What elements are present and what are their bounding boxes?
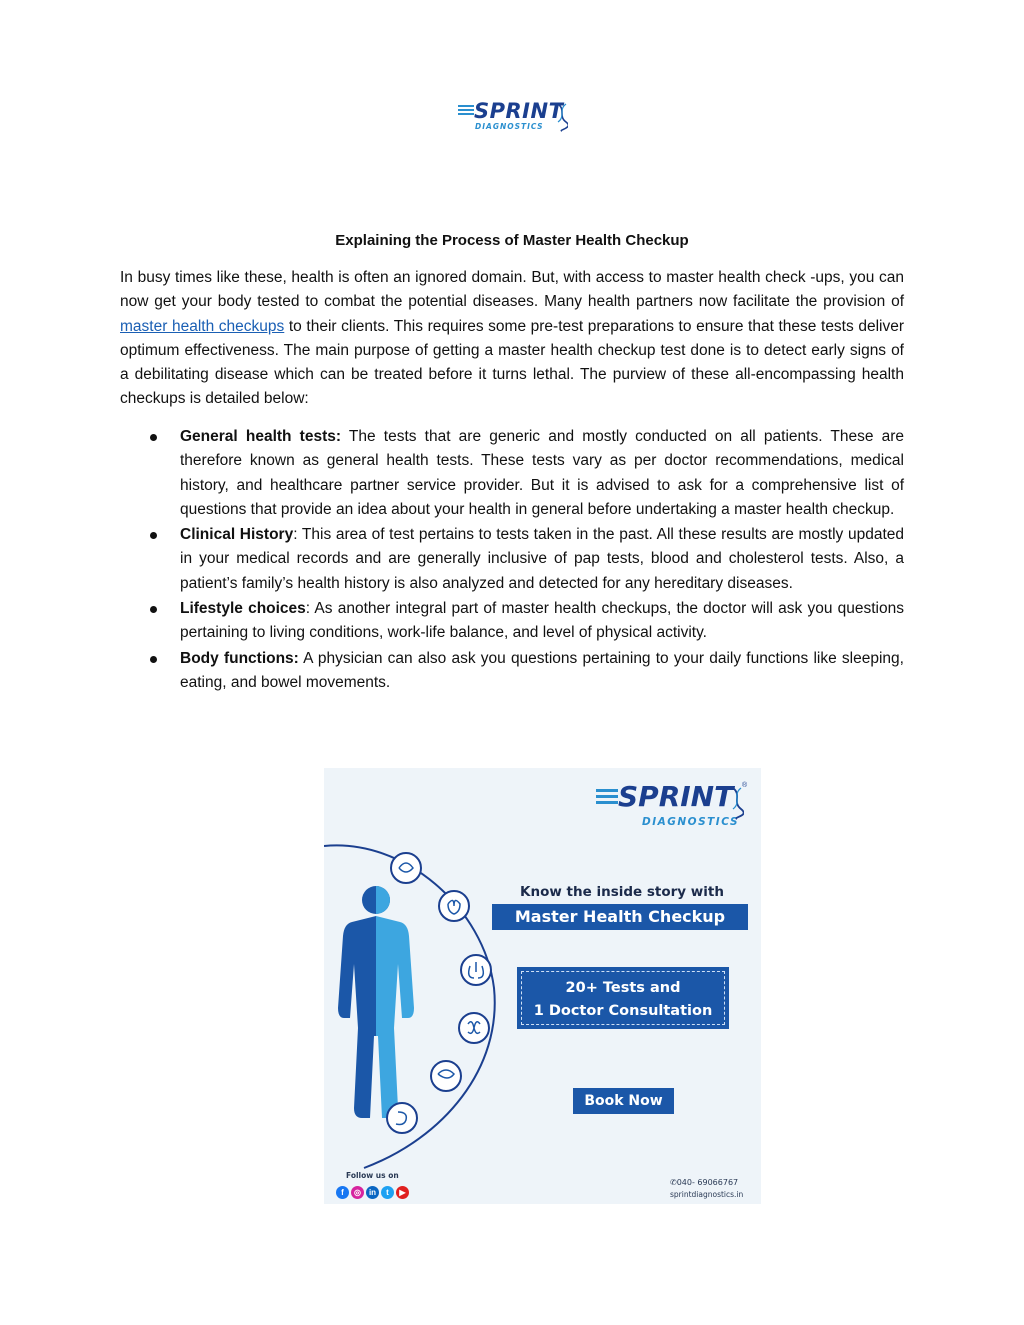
banner-headline: Master Health Checkup: [492, 904, 748, 930]
logo-wordmark: SPRINT: [474, 99, 564, 123]
banner-logo-wordmark: SPRINT: [618, 780, 734, 813]
linkedin-icon[interactable]: in: [366, 1186, 379, 1199]
website-url: sprintdiagnostics.in: [670, 1190, 744, 1199]
tests-offer-box: [517, 967, 729, 1029]
facebook-icon[interactable]: f: [336, 1186, 349, 1199]
brain-icon: [391, 853, 421, 883]
article-title: Explaining the Process of Master Health Checkup: [335, 232, 689, 249]
list-item: Clinical History: This area of test pertains to tests taken in the past. All these results are mostly updated in your medical records and are generally inclusive of pap tests, blood and cholesterol tests. Also, a patient’s family’s health history is also analyzed and detected for any hereditary diseases.: [120, 523, 904, 596]
master-health-checkup-banner[interactable]: [324, 768, 761, 1204]
banner-logo-subtitle: DIAGNOSTICS: [642, 816, 740, 828]
banner-logo: [596, 782, 746, 834]
phone-number: ✆040- 69066767: [670, 1178, 739, 1187]
twitter-icon[interactable]: t: [381, 1186, 394, 1199]
bullet-icon: [150, 434, 157, 441]
youtube-icon[interactable]: ▶: [396, 1186, 409, 1199]
checkup-bullet-list: [120, 425, 904, 696]
master-health-checkups-link[interactable]: master health checkups: [120, 317, 285, 335]
banner-tagline: Know the inside story with: [520, 884, 724, 900]
dna-icon: [556, 102, 568, 132]
list-item: Body functions: A physician can also ask you questions pertaining to your daily functions like sleeping, eating, and bowel movements.: [120, 647, 904, 696]
logo-speed-lines: [458, 105, 474, 117]
stomach-icon: [387, 1103, 417, 1133]
book-now-button[interactable]: Book Now: [573, 1088, 674, 1114]
bullet-icon: [150, 532, 157, 539]
liver-icon: [431, 1061, 461, 1091]
social-icons: [336, 1182, 411, 1196]
instagram-icon[interactable]: ◎: [351, 1186, 364, 1199]
bullet-icon: [150, 656, 157, 663]
intro-paragraph: In busy times like these, health is often an ignored domain. But, with access to master health check -ups, you can now get your body tested to combat the potential diseases. Many health partners now facilitate the provision of master health checkups to their clients. This requires some pre-test preparations to ensure that these tests deliver optimum effectiveness. The main purpose of getting a master health checkup test done is to detect early signs of a debilitating disease which can be treated before it turns lethal. The purview of these all-encompassing health checkups is detailed below:: [120, 269, 904, 408]
follow-us-label: Follow us on: [346, 1171, 399, 1180]
human-body-icon: [338, 886, 414, 1118]
banner-logo-speed-lines: [596, 789, 618, 807]
list-item: Lifestyle choices: As another integral part of master health checkups, the doctor will ask you questions pertaining to living conditions, work-life balance, and level of physical activity.: [120, 597, 904, 646]
list-item: General health tests: The tests that are generic and mostly conducted on all patients. These are therefore known as general health tests. These tests vary as per doctor recommendations, medical history, and healthcare partner service provider. But it is advised to ask for a comprehensive list of questions that provide an idea about your health in general before undertaking a master health checkup.: [120, 425, 904, 522]
phone-icon: ✆: [670, 1178, 677, 1187]
dna-icon: [730, 786, 744, 820]
sprint-diagnostics-logo: [458, 100, 568, 136]
logo-subtitle: DIAGNOSTICS: [475, 122, 544, 131]
bullet-icon: [150, 606, 157, 613]
tests-offer-line-2: 1 Doctor Consultation: [533, 1003, 713, 1019]
registered-mark: ®: [742, 782, 748, 789]
tests-offer-line-1: 20+ Tests and: [565, 980, 681, 996]
